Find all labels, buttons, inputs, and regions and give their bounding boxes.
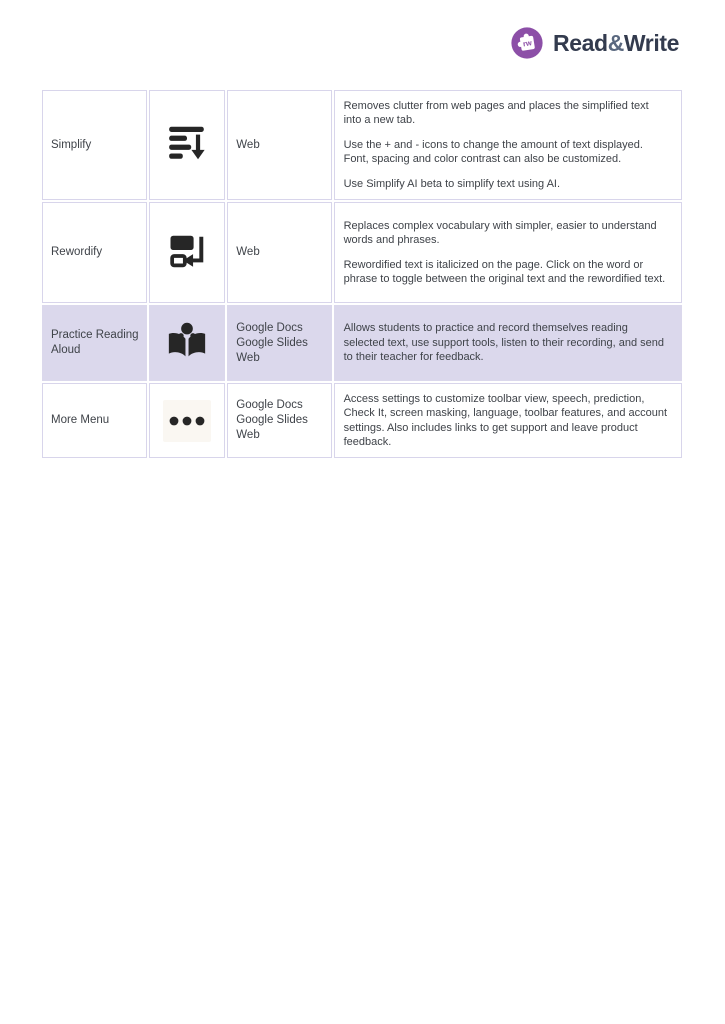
brand-header: [509, 25, 679, 61]
description-paragraph: Use Simplify AI beta to simplify text using AI.: [343, 177, 561, 190]
description-cell: [334, 305, 682, 381]
feature-icon-cell: [149, 90, 225, 200]
table-row: [42, 305, 682, 381]
feature-icon-cell: [149, 202, 225, 303]
feature-name-cell: [42, 90, 147, 200]
description-paragraph: Use the + and - icons to change the amount of text displayed. Font, spacing and color contrast can also be customized.: [343, 138, 643, 166]
feature-name-cell: [42, 383, 147, 458]
brand-word-read: Read: [553, 30, 608, 56]
simplify-icon: [166, 122, 208, 164]
feature-table-body: [42, 90, 682, 458]
description-paragraph: Replaces complex vocabulary with simpler, easier to understand words and phrases.: [343, 219, 657, 246]
description-paragraph: Removes clutter from web pages and places the simplified text into a new tab.: [343, 99, 649, 127]
feature-name: Practice Reading Aloud: [51, 329, 139, 356]
brand-ampersand: &: [607, 30, 624, 56]
platform-label: Web: [236, 138, 260, 151]
feature-name-cell: [42, 202, 147, 303]
platform-label: Web: [236, 246, 260, 258]
more-menu-icon: [163, 400, 211, 442]
platforms-cell: [227, 90, 331, 200]
platform-label: Google Docs: [236, 321, 303, 334]
platforms-cell: [227, 202, 331, 303]
platform-label: Web: [236, 351, 260, 364]
brand-wordmark: [553, 25, 679, 61]
feature-table: [40, 88, 684, 460]
description-paragraph: Allows students to practice and record themselves reading selected text, use support tools, listen to their recording, and send to their teacher for feedback.: [343, 322, 665, 364]
practice-reading-aloud-icon: [165, 319, 209, 363]
platform-label: Google Slides: [236, 336, 308, 349]
description-cell: [334, 383, 682, 458]
description-cell: [334, 90, 682, 200]
table-row: [42, 90, 682, 200]
description-paragraph: Rewordified text is italicized on the page. Click on the word or phrase to toggle between the original text and the rewordified text.: [343, 258, 666, 285]
description-paragraph: Access settings to customize toolbar view, speech, prediction, Check It, screen masking, language, toolbar features, and account settings. Also includes links to get support and leave product feedback.: [343, 392, 668, 448]
feature-name: Rewordify: [51, 246, 103, 258]
feature-icon-cell: [149, 305, 225, 381]
table-row: [42, 383, 682, 458]
feature-name: Simplify: [51, 138, 92, 151]
description-cell: [334, 202, 682, 303]
feature-name: More Menu: [51, 414, 110, 426]
feature-icon-cell: [149, 383, 225, 458]
svg-text:rw: rw: [522, 38, 533, 49]
brand-word-write: Write: [623, 30, 679, 56]
readwrite-logo-icon: [509, 25, 545, 61]
platform-label: Google Slides: [236, 414, 308, 426]
feature-name-cell: [42, 305, 147, 381]
platform-label: Google Docs: [236, 399, 303, 411]
rewordify-icon: [165, 228, 209, 272]
platforms-cell: [227, 383, 331, 458]
platform-label: Web: [236, 429, 260, 441]
table-row: [42, 202, 682, 303]
platforms-cell: [227, 305, 331, 381]
